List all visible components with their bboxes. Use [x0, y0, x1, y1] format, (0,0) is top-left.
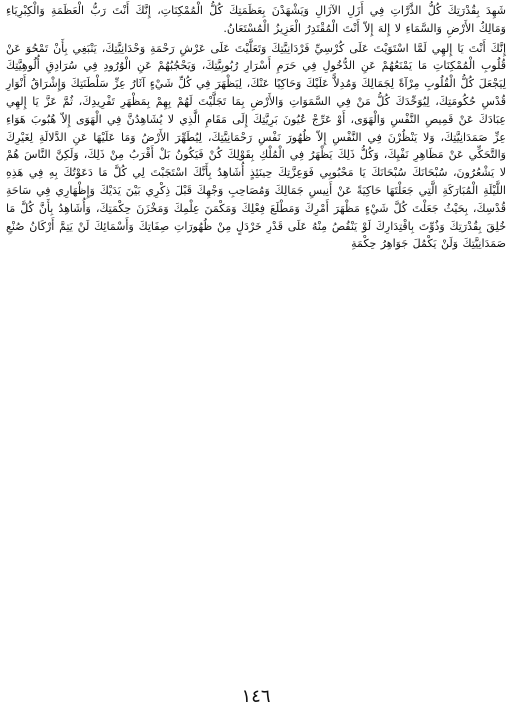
page-number: ١٤٦ — [241, 686, 271, 707]
document-page — [6, 0, 506, 722]
paragraph-prayer: إِنَّكَ أَنْتَ يَا إِلهِي لَمَّا اسْتَوَيْتَ عَلَى كُرْسِيِّ فَرْدَانِيَّتِكَ وَتَعَلَّيْتَ عَلَى عَرْشِ رَحْمَةِ وَحْدَانِيَّتِكَ، يَنْبَغِي بِأَنْ تَمْحُوَ عَنْ قُلُوبِ الْمُمْكِنَاتِ مَا يَمْنَعُهُمْ عَنِ الدُّخُولِ فِي حَرَمِ أَسْرَارِ رُبُوبِيَّتِكَ، وَيَحْجُبُهُمْ عَنِ الْوُرُودِ فِي سُرَادِقِ أُلُوهِيَّتِكَ لِيَجْعَلَ كُلُّ الْقُلُوبِ مِرْآةً لِجَمَالِكَ وَمُدِلاًّ عَلَيْكَ وَحَاكِيًا عَنْكَ، لِيَظْهَرَ فِي كُلِّ شَيْءٍ آثَارُ عِزِّ سَلْطَنَتِكَ وَإِشْرَاقُ أَنْوَارِ قُدْسِ حُكُومَتِكَ، لِيُوَحِّدَكَ كُلُّ مَنْ فِي السَّمَوَاتِ وَالأَرْضِ بِمَا تَجَلَّيْتَ لَهُمْ بِهِمْ بِمَظْهَرِ تَفْرِيدِكَ، ثُمَّ عَزَّ يَا إِلهِي عِبَادَكَ عَنْ قَمِيصِ النَّفْسِ وَالْهَوَى، أَوْ عَرِّجْ عُيُونَ بَرِيَّتِكَ إِلَى مَقَامِ الَّذِي لا يُشَاهِدُنَّ فِي الْهَوَى إِلاّ هُبُوبَ هَوَاءِ عِزِّ صَمَدَانِيَّتِكَ، وَلا يَنْظُرْنَ فِي النَّفْسِ إِلاّ ظُهُورَ نَفْسِ رَحْمَانِيَّتِكَ، لِيُطَهِّرَ الأَرْضُ وَمَا عَلَيْهَا عَنِ الدَّلالَةِ لِغَيْرِكَ وَالتَّحَكِّي عَنْ مَظَاهِرِ نَفْيِكَ، وَكُلُّ ذَلِكَ يَظْهَرُ فِي الْمُلْكِ بِقَوْلِكَ كُنْ فَيَكُونُ بَلْ أَقْرَبُ مِنْ ذَلِكَ، وَلَكِنَّ النَّاسَ هُمْ لا يَشْعُرُونَ، سُبْحَانَكَ سُبْحَانَكَ يَا مَحْبُوبِي فَوَعِزَّتِكَ حِينَئِذٍ أُشَاهِدُ بِأَنَّكَ اسْتَجَبْتَ لِي كُلَّ مَا دَعَوْتُكَ بِهِ فِي هَذِهِ اللَّيْلَةِ الْمُبَارَكَةِ الَّتِي جَعَلْتَهَا حَاكِيَةً عَنْ أَنِيسِ جَمَالِكَ وَمُصَاحِبِ وَجْهِكَ قَبْلَ ذِكْرِي بَيْنَ يَدَيْكَ وَإِظْهَارِي فِي سَاحَةِ قُدْسِكَ، بِحَيْثُ جَعَلْتَ كُلَّ شَيْءٍ مَظْهَرَ أَمْرِكَ وَمَطْلَعَ فِعْلِكَ وَمَكْمَنَ عِلْمِكَ وَمَخْزَنَ حِكْمَتِكَ، وَأُشَاهِدُ بِأَنَّ كُلَّ مَا خُلِقَ بِقُدْرَتِكَ وَذُوِّتَ بِاقْتِدَارِكَ لَوْ يَنْقُصُ مِنْهُ عَلَى قَدْرِ خَرْدَلٍ مِنْ ظُهُورَاتِ صِفَاتِكَ وَأَسْمَائِكَ لَنْ يَتِمَّ أَرْكَانُ صُنْعِ صَمَدَانِيَّتِكَ وَلَنْ يَكْمُلَ جَوَاهِرُ حِكْمَةِ — [6, 41, 506, 251]
paragraph-opening: شَهِدَ بِقُدْرَتِكَ كُلُّ الذَّرَّاتِ فِي أَزَلِ الآزَالِ وَيَشْهَدْنَ بِعَظَمَتِكَ كُلُّ الْمُمْكِنَاتِ، إِنَّكَ أَنْتَ رَبُّ الْعَظَمَةِ وَالْكِبْرِيَاءِ وَمَالِكُ الأَرْضِ وَالسَّمَاءِ لا إِلهَ إِلاّ أَنْتَ الْمُقْتَدِرُ الْعَزِيزُ الْمُسْتَعَانُ. — [6, 4, 506, 35]
